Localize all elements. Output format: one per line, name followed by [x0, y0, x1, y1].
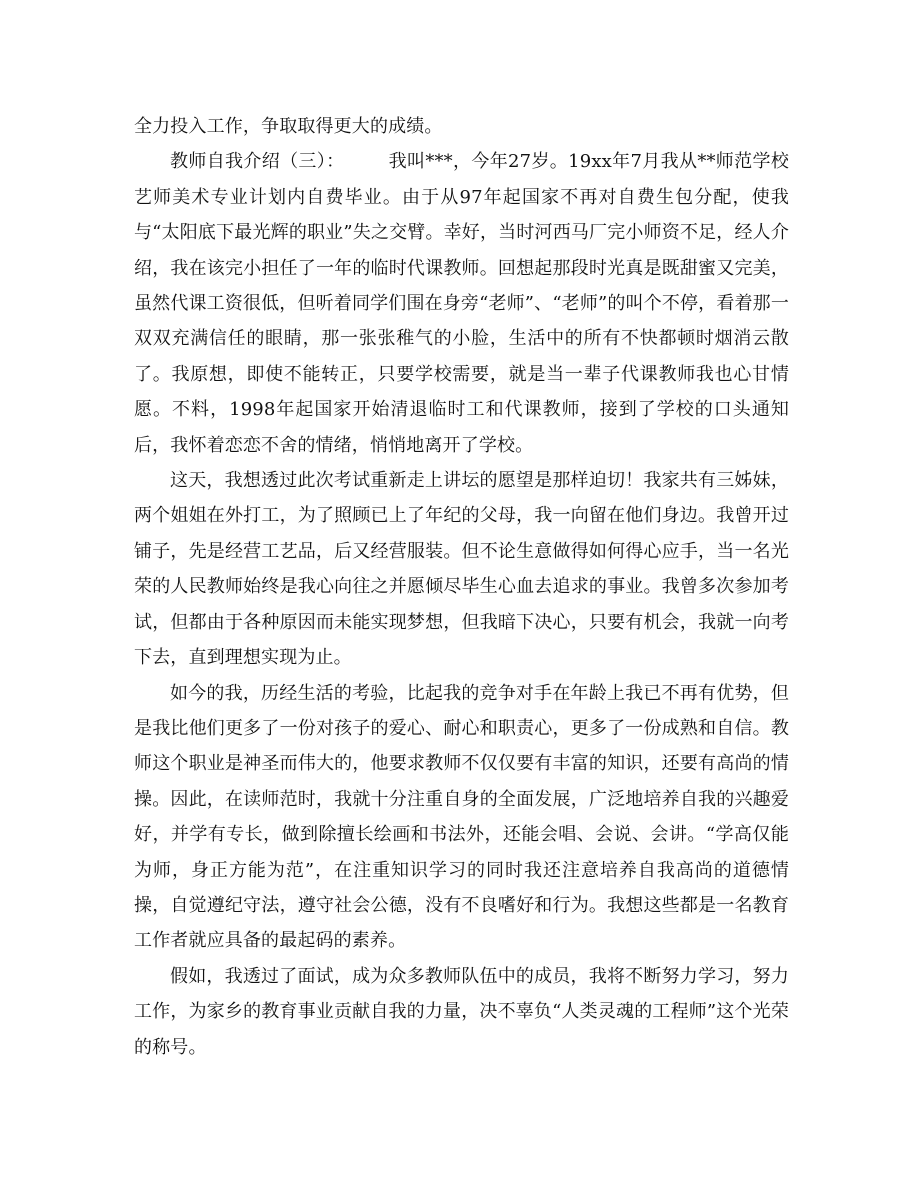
paragraph-aspiration [134, 463, 789, 675]
paragraph-self-introduction [134, 144, 789, 463]
section-heading: 教师自我介绍（三）： [170, 151, 345, 173]
paragraph-text: 这天，我想透过此次考试重新走上讲坛的愿望是那样迫切！我家共有三姊妹，两个姐姐在外打工，为了照顾已上了年纪的父母，我一向留在他们身边。我曾开过铺子，先是经营工艺品，后又经营服装。但不论生意做得如何得心应手，当一名光荣的人民教师始终是我心向往之并愿倾尽毕生心血去追求的事业。我曾多次参加考试，但都由于各种原因而未能实现梦想，但我暗下决心，只要有机会，我就一向考下去，直到理想实现为止。 [134, 470, 789, 669]
paragraph-text: 假如，我透过了面试，成为众多教师队伍中的成员，我将不断努力学习，努力工作，为家乡的教育事业贡献自我的力量，决不辜负“人类灵魂的工程师”这个光荣的称号。 [134, 965, 789, 1058]
paragraph-qualities [134, 676, 789, 959]
document-body [134, 109, 789, 1065]
paragraph-text: 全力投入工作，争取取得更大的成绩。 [134, 116, 443, 137]
paragraph-continuation [134, 109, 789, 144]
paragraph-commitment [134, 959, 789, 1065]
paragraph-text: 如今的我，历经生活的考验，比起我的竞争对手在年龄上我已不再有优势，但是我比他们更多了一份对孩子的爱心、耐心和职责心，更多了一份成熟和自信。教师这个职业是神圣而伟大的，他要求教师不仅仅要有丰富的知识，还要有高尚的情操。因此，在读师范时，我就十分注重自身的全面发展，广泛地培养自我的兴趣爱好，并学有专长，做到除擅长绘画和书法外，还能会唱、会说、会讲。“学高仅能为师，身正方能为范”，在注重知识学习的同时我还注意培养自我高尚的道德情操，自觉遵纪守法，遵守社会公德，没有不良嗜好和行为。我想这些都是一名教育工作者就应具备的最起码的素养。 [134, 682, 789, 952]
paragraph-text: 我叫***，今年27岁。19xx年7月我从**师范学校艺师美术专业计划内自费毕业。由于从97年起国家不再对自费生包分配，使我与“太阳底下最光辉的职业”失之交臂。幸好，当时河西马厂完小师资不足，经人介绍，我在该完小担任了一年的临时代课教师。回想起那段时光真是既甜蜜又完美，虽然代课工资很低，但听着同学们围在身旁“老师”、“老师”的叫个不停，看着那一双双充满信任的眼睛，那一张张稚气的小脸，生活中的所有不快都顿时烟消云散了。我原想，即使不能转正，只要学校需要，就是当一辈子代课教师我也心甘情愿。不料，1998年起国家开始清退临时工和代课教师，接到了学校的口头通知后，我怀着恋恋不舍的情绪，悄悄地离开了学校。 [134, 151, 789, 456]
